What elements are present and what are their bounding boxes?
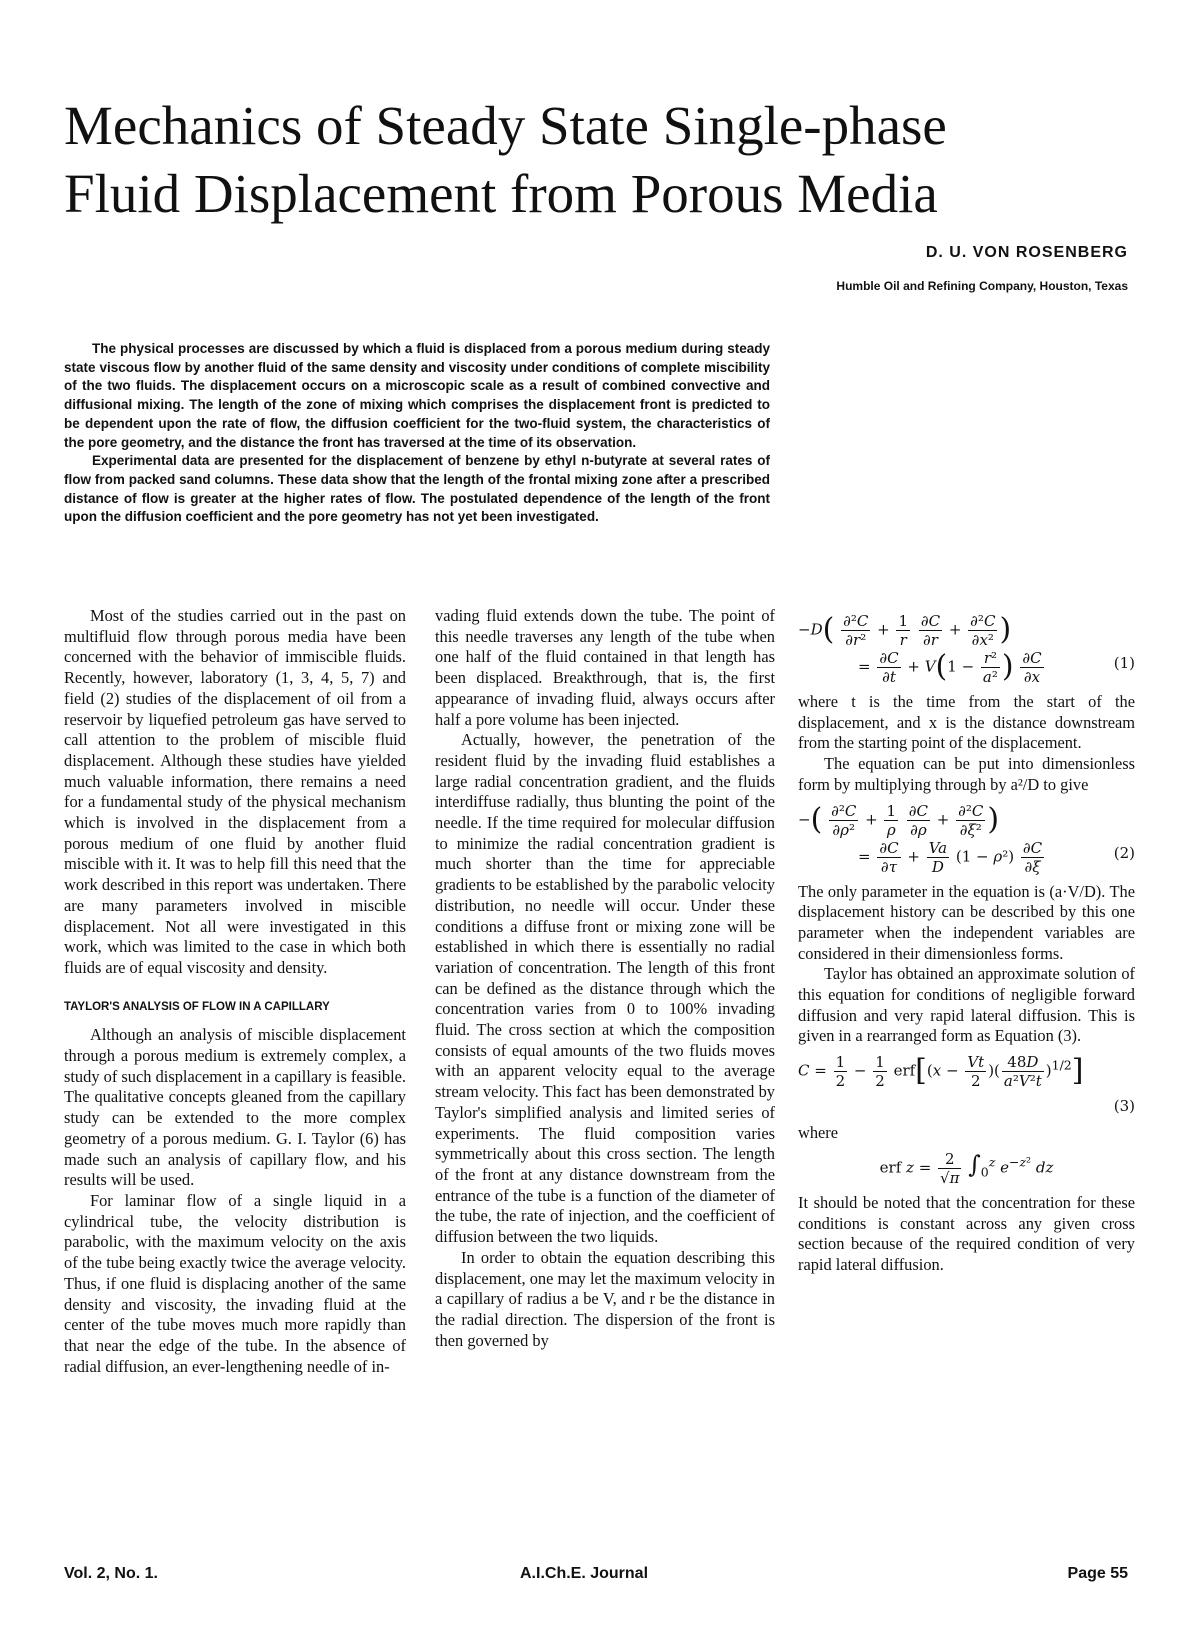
column-1 — [64, 606, 406, 1377]
erf-definition: erf z = $\frac{2}{√\pi}$ $\int_0^z$ $e^{-z^2}$ dz — [879, 1149, 1054, 1187]
title-line-2: Fluid Displacement from Porous Media — [64, 163, 938, 224]
column-2 — [435, 606, 775, 1351]
col3-paragraph-5: It should be noted that the concentration for these conditions is constant across any given cross section because of the required condition of very rapid lateral diffusion. — [798, 1192, 1135, 1274]
equation-2-number: (2) — [1113, 843, 1135, 862]
equation-1: −D( $\frac{\text{∂²C}}{\text{∂r²}}$ + $\frac{1}{r}$ $\frac{\partial C}{\partial r}$ + $\frac{\text{∂²C}}{\text{∂x²}}$ ) = $\frac{\partial C}{\partial t}$ + V(1 − $\frac{\text{r²}}{\text{a²}}$ ) $\frac{\partial C}{\partial x}$ (1) — [798, 612, 1135, 686]
abstract-paragraph-2: Experimental data are presented for the displacement of benzene by ethyl n-butyrate at several rates of flow from packed sand columns. These data show that the length of the frontal mixing zone after a prescribed distance of flow is greater at the higher rates of flow. The postulated dependence of the length of the front upon the diffusion coefficient and the pore geometry has not yet been investigated. — [64, 453, 770, 525]
column-3 — [798, 606, 1135, 1276]
equation-3: C = $\frac{1}{2}$ − $\frac{1}{2}$ erf[(x − $\frac{Vt}{2}$ )( $\frac{48D}{\text{a²V²t}}$ )$^{1/2}$] (3) — [798, 1053, 1135, 1116]
col3-paragraph-2: The equation can be put into dimensionless form by multiplying through by a²/D to give — [798, 754, 1135, 794]
col2-paragraph-2: Actually, however, the penetration of the resident fluid by the invading fluid establishes a large radial concentration gradient, and the fluids interdiffuse radially, thus blunting the point of the needle. If the time required for molecular diffusion to minimize the radial concentration gradient is much shorter than the time for appreciable gradients to be established by the parabolic velocity distribution, no needle will occur. Under these conditions a diffuse front or mixing zone will be established in which there is essentially no radial variation of concentration. The length of this front can be defined as the distance through which the concentration varies from 0 to 100% invading fluid. The cross section at which the composition consists of equal amounts of the two fluids moves with an apparent velocity equal to the average stream velocity. This fact has been demonstrated by Taylor's simplified analysis and limited series of experiments. The fluid composition varies symmetrically about this cross section. The length of the front at any distance downstream from the entrance of the tube is a function of the diameter of the tube, the rate of injection, and the coefficient of diffusion between the two liquids. — [435, 730, 776, 1247]
abstract-paragraph-1: The physical processes are discussed by which a fluid is displaced from a porous medium during steady state viscous flow by another fluid of the same density and viscosity under conditions of complete miscibility of the two fluids. The displacement occurs on a microscopic scale as a result of combined convective and diffusional mixing. The length of the zone of mixing which comprises the displacement front is predicted to be dependent upon the rate of flow, the diffusion coefficient for the two-fluid system, the characteristics of the pore geometry, and the distance the front has traversed at the time of its observation. — [64, 341, 770, 450]
col3-paragraph-3: The only parameter in the equation is (a·V/D). The displacement history can be described by this one parameter when the independent variables are considered in their dimensionless forms. — [798, 881, 1135, 963]
equation-1-number: (1) — [1113, 654, 1135, 673]
col3-paragraph-1: where t is the time from the start of the displacement, and x is the distance downstream from the starting point of the displacement. — [798, 692, 1135, 753]
col1-paragraph-3: For laminar flow of a single liquid in a cylindrical tube, the velocity distribution is parabolic, with the maximum velocity on the axis of the tube being exactly twice the average velocity. Thus, if one fluid is displacing another of the same density and viscosity, the invading fluid at the center of the tube moves much more rapidly than that near the edge of the tube. In the absence of radial diffusion, an ever-lengthening needle of in- — [64, 1190, 406, 1376]
section-heading: TAYLOR'S ANALYSIS OF FLOW IN A CAPILLARY — [64, 1000, 330, 1013]
author: D. U. VON ROSENBERG — [925, 244, 1128, 261]
footer-page-number: Page 55 — [1067, 1565, 1128, 1582]
equation-3-number: (3) — [1113, 1097, 1135, 1116]
col2-paragraph-1: vading fluid extends down the tube. The point of this needle traverses any length of the tube when one half of the fluid contained in that length has been displaced. Breakthrough, that is, the first appearance of invading fluid, always occurs after half a pore volume has been injected. — [435, 606, 775, 729]
col3-paragraph-4: Taylor has obtained an approximate solution of this equation for conditions of negligible forward diffusion and very rapid lateral diffusion. This is given in a rearranged form as Equation (3). — [798, 964, 1135, 1046]
equation-2: −( $\frac{\text{∂²C}}{\text{∂ρ²}}$ + $\frac{1}{\rho}$ $\frac{\partial C}{\partial\rho}$ + $\frac{\text{∂²C}}{\text{∂ξ²}}$ ) = $\frac{\partial C}{\partial\tau}$ + $\frac{Va}{D}$ (1 − ρ²) $\frac{\partial C}{\partial\xi}$ (2) — [798, 801, 1135, 876]
title-line-1: Mechanics of Steady State Single-phase — [64, 95, 947, 156]
col1-paragraph-2: Although an analysis of miscible displacement through a porous medium is extremely complex, a study of such displacement in a capillary is feasible. The qualitative concepts gleaned from the capillary study can be extended to the more complex geometry of a porous medium. G. I. Taylor (6) has made such an analysis of capillary flow, and his results will be used. — [64, 1025, 406, 1190]
footer-volume: Vol. 2, No. 1. — [64, 1565, 158, 1582]
abstract — [64, 340, 770, 527]
page-title — [64, 92, 1064, 228]
col1-paragraph-1: Most of the studies carried out in the past on multifluid flow through porous media have been concerned with the behavior of immiscible fluids. Recently, however, laboratory (1, 3, 4, 5, 7) and field (2) studies of the displacement of oil from a reservoir by liquefied petroleum gas have served to call attention to the problem of miscible fluid displacement. Although these studies have yielded much valuable information, there remains a need for a fundamental study of the physical mechanism which is involved in the displacement from a porous medium of one fluid by another fluid miscible with it. It was to help fill this need that the work described in this report was undertaken. There are many parameters involved in miscible displacement. Not all were investigated in this work, which was limited to the case in which both fluids are of equal viscosity and density. — [64, 606, 406, 977]
col2-paragraph-3: In order to obtain the equation describing this displacement, one may let the maximum velocity in a capillary of radius a be V, and r be the distance in the radial direction. The dispersion of the front is then governed by — [435, 1247, 775, 1350]
footer-journal: A.I.Ch.E. Journal — [520, 1565, 649, 1582]
affiliation: Humble Oil and Refining Company, Houston, Texas — [836, 279, 1128, 293]
where-label: where — [798, 1123, 839, 1143]
